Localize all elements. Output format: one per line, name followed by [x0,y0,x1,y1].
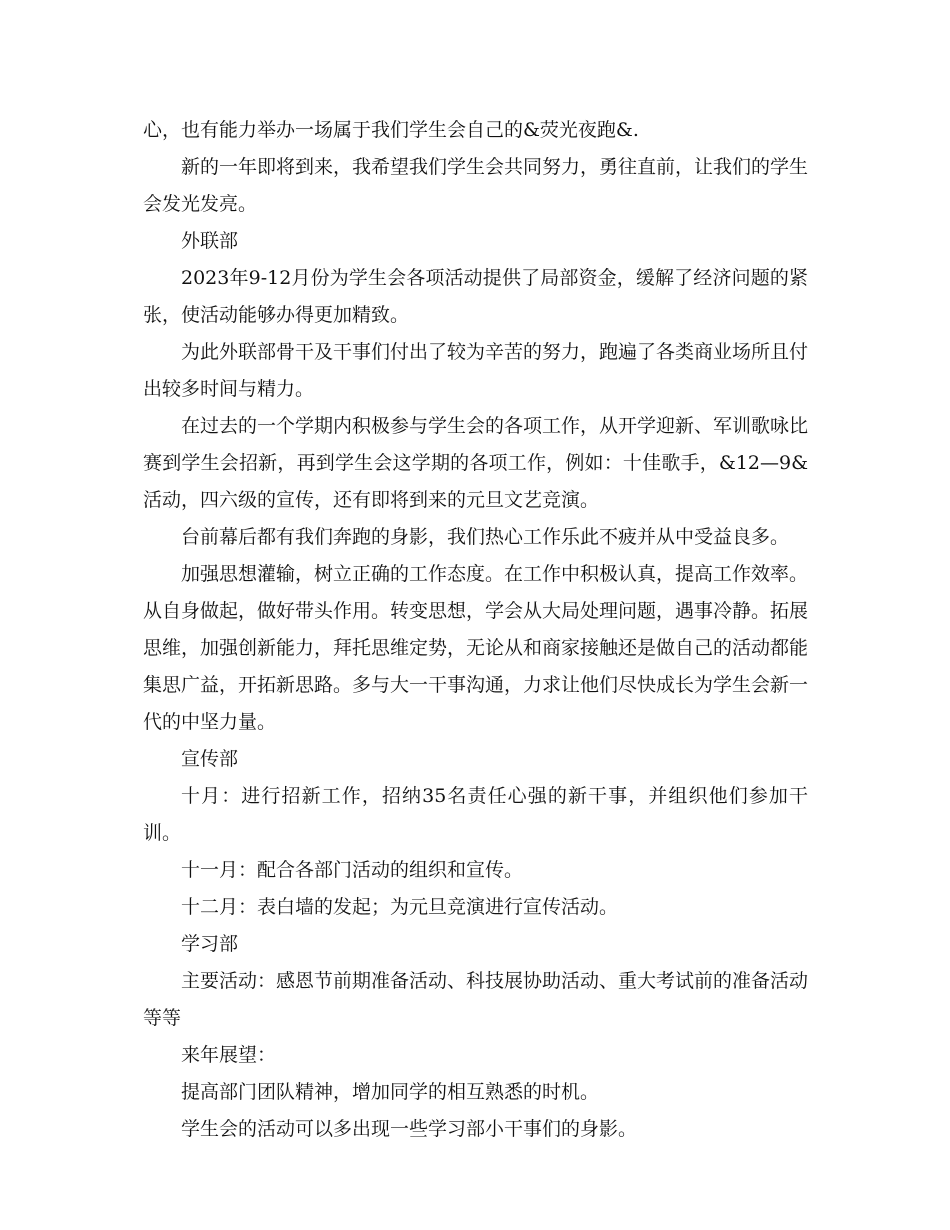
paragraph: 加强思想灌输，树立正确的工作态度。在工作中积极认真，提高工作效率。从自身做起，做好带头作用。转变思想，学会从大局处理问题，遇事冷静。拓展思维，加强创新能力，拜托思维定势，无论从和商家接触还是做自己的活动都能集思广益，开拓新思路。多与大一干事沟通，力求让他们尽快成长为学生会新一代的中坚力量。 [143,563,809,733]
paragraph: 新的一年即将到来，我希望我们学生会共同努力，勇往直前，让我们的学生会发光发亮。 [143,156,809,215]
paragraph: 在过去的一个学期内积极参与学生会的各项工作，从开学迎新、军训歌咏比赛到学生会招新，再到学生会这学期的各项工作，例如：十佳歌手，&12—9&活动，四六级的宣传，还有即将到来的元旦文艺竞演。 [143,415,809,511]
paragraph: 主要活动：感恩节前期准备活动、科技展协助活动、重大考试前的准备活动等等 [143,970,809,1029]
document-body [143,112,808,1148]
section-heading-publicity: 宣传部 [181,748,239,770]
paragraph: 来年展望： [181,1044,277,1066]
section-heading-external-relations: 外联部 [181,230,239,252]
paragraph: 2023年9-12月份为学生会各项活动提供了局部资金，缓解了经济问题的紧张，使活动能够办得更加精致。 [143,267,808,326]
paragraph: 台前幕后都有我们奔跑的身影，我们热心工作乐此不疲并从中受益良多。 [181,526,790,548]
paragraph: 十二月：表白墙的发起；为元旦竞演进行宣传活动。 [181,896,619,918]
paragraph: 为此外联部骨干及干事们付出了较为辛苦的努力，跑遍了各类商业场所且付出较多时间与精力。 [143,341,809,400]
paragraph: 十一月：配合各部门活动的组织和宣传。 [181,859,524,881]
paragraph: 十月：进行招新工作，招纳35名责任心强的新干事，并组织他们参加干训。 [143,785,808,844]
section-heading-study: 学习部 [181,933,239,955]
paragraph: 心，也有能力举办一场属于我们学生会自己的&荧光夜跑&. [143,119,639,141]
paragraph: 学生会的活动可以多出现一些学习部小干事们的身影。 [181,1118,638,1140]
paragraph: 提高部门团队精神，增加同学的相互熟悉的时机。 [181,1081,600,1103]
